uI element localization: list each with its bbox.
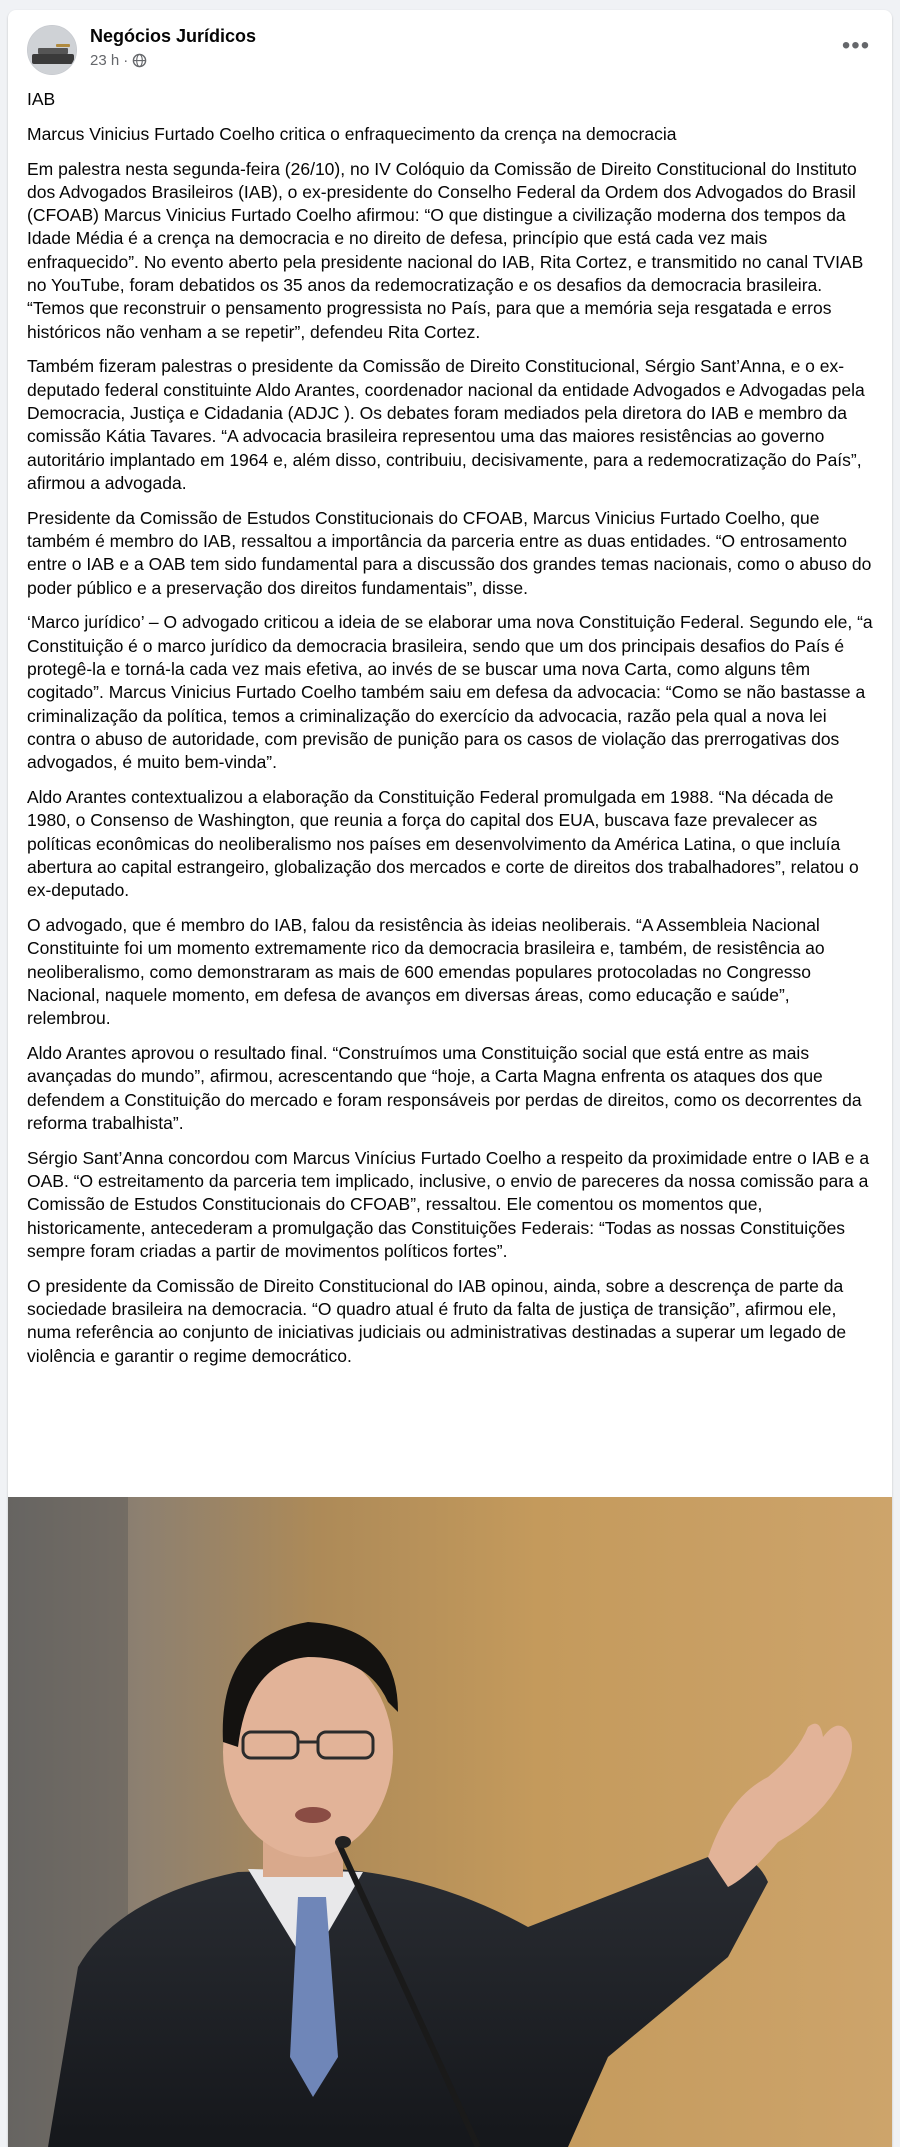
post-paragraph: Presidente da Comissão de Estudos Constitucionais do CFOAB, Marcus Vinicius Furtado Coelho, que também é membro do IAB, ressaltou a importância da parceria entre as duas entidades. “O entrosamento entre o IAB e a OAB tem sido fundamental para a discussão dos grandes temas nacionais, como o abuso do poder público e a preservação dos direitos fundamentais”, disse. xyxy=(27,507,872,598)
post-header xyxy=(8,10,892,82)
post-card xyxy=(8,10,892,2147)
globe-icon xyxy=(132,53,147,68)
post-paragraph: Marcus Vinicius Furtado Coelho critica o enfraquecimento da crença na democracia xyxy=(27,123,677,144)
author-name[interactable]: Negócios Jurídicos xyxy=(90,26,257,46)
post-paragraph: O advogado, que é membro do IAB, falou da resistência às ideias neoliberais. “A Assembleia Nacional Constituinte foi um momento extremamente rico da democracia brasileira e, também, de resistência ao neoliberalismo, como demonstraram as mais de 600 emendas populares protocoladas no Congresso Nacional, naquele momento, em defesa de avanços em diversas áreas, como educação e saúde”, relembrou. xyxy=(27,915,825,1029)
more-options-icon: ••• xyxy=(841,32,871,59)
more-options-button[interactable] xyxy=(836,26,876,66)
post-meta xyxy=(90,52,147,69)
post-text xyxy=(27,88,877,1379)
avatar-image-icon xyxy=(28,26,77,75)
meta-separator: · xyxy=(123,52,129,69)
post-paragraph: Aldo Arantes contextualizou a elaboração da Constituição Federal promulgada em 1988. “Na década de 1980, o Consenso de Washington, que reunia a força do capital dos EUA, buscava faze prevalecer as políticas econômicas do neoliberalismo nos países em desenvolvimento da América Latina, o que incluía abertura ao capital estrangeiro, globalização dos mercados e corte de direitos dos trabalhadores”, relatou o ex-deputado. xyxy=(27,787,859,901)
speaker-photo-image xyxy=(8,1497,892,2147)
post-paragraph: IAB xyxy=(27,89,56,109)
post-paragraph: Em palestra nesta segunda-feira (26/10), no IV Colóquio da Comissão de Direito Constitucional do Instituto dos Advogados Brasileiros (IAB), o ex-presidente do Conselho Federal da Ordem dos Advogados do Brasil (CFOAB) Marcus Vinicius Furtado Coelho afirmou: “O que distingue a civilização moderna dos tempos da Idade Média é a crença na democracia e no direito de defesa, princípio que está cada vez mais enfraquecido”. No evento aberto pela presidente nacional do IAB, Rita Cortez, e transmitido no canal TVIAB no YouTube, foram debatidos os 35 anos da redemocratização e os desafios da democracia brasileira. “Temos que reconstruir o pensamento progressista no País, para que a memória seja resgatada e erros históricos não venham a se repetir”, defendeu Rita Cortez. xyxy=(27,158,864,342)
post-timestamp[interactable]: 23 h xyxy=(90,52,120,69)
post-paragraph: Aldo Arantes aprovou o resultado final. “Construímos uma Constituição social que está entre as mais avançadas do mundo”, afirmou, acrescentando que “hoje, a Carta Magna enfrenta os ataques dos que defendem a Constituição do mercado e foram responsáveis por perdas de direitos, como os decorrentes da reforma trabalhista”. xyxy=(27,1042,862,1133)
post-paragraph: Sérgio Sant’Anna concordou com Marcus Vinícius Furtado Coelho a respeito da proximidade entre o IAB e a OAB. “O estreitamento da parceria tem implicado, inclusive, o envio de pareceres da nossa comissão para a Comissão de Estudos Constitucionais do CFOAB”, ressaltou. Ele comentou os momentos que, historicamente, antecederam a promulgação das Constituições Federais: “Todas as nossas Constituições sempre foram criadas a partir de movimentos políticos fortes”. xyxy=(27,1147,870,1261)
post-paragraph: Também fizeram palestras o presidente da Comissão de Direito Constitucional, Sérgio Sant’Anna, e o ex-deputado federal constituinte Aldo Arantes, coordenador nacional da entidade Advogados e Advogadas pela Democracia, Justiça e Cidadania (ADJC ). Os debates foram mediados pela diretora do IAB e membro da comissão Kátia Tavares. “A advocacia brasileira representou uma das maiores resistências ao governo autoritário implantado em 1964 e, além disso, contribuiu, decisivamente, para a redemocratização do País”, afirmou a advogada. xyxy=(27,356,865,493)
page-avatar[interactable] xyxy=(27,25,77,75)
post-photo[interactable] xyxy=(8,1497,892,2147)
post-paragraph: ‘Marco jurídico’ – O advogado criticou a ideia de se elaborar uma nova Constituição Federal. Segundo ele, “a Constituição é o marco jurídico da democracia brasileira, sendo que um dos principais desafios do País é protegê-la e torná-la cada vez mais efetiva, ao invés de se buscar uma nova Carta, como alguns têm cogitado”. Marcus Vinicius Furtado Coelho também saiu em defesa da advocacia: “Como se não bastasse a criminalização da política, temos a criminalização do exercício da advocacia, razão pela qual a nova lei contra o abuso de autoridade, com previsão de punição para os casos de violação das prerrogativas dos advogados, é muito bem-vinda”. xyxy=(27,612,873,773)
post-paragraph: O presidente da Comissão de Direito Constitucional do IAB opinou, ainda, sobre a descrença de parte da sociedade brasileira na democracia. “O quadro atual é fruto da falta de justiça de transição”, afirmou ele, numa referência ao conjunto de iniciativas judiciais ou administrativas destinadas a superar um legado de violência e garantir o regime democrático. xyxy=(27,1275,847,1366)
